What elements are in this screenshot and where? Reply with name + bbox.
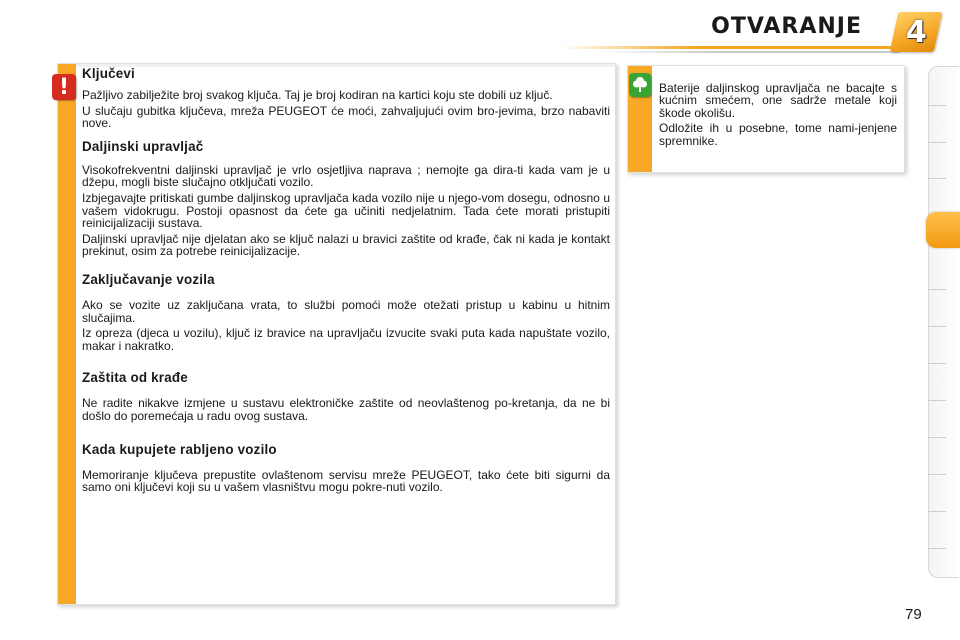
chapter-header: [560, 0, 960, 56]
paragraph: Daljinski upravljač nije djelatan ako se ključ nalazi u bravici zaštite od krađe, čak ni kada je kontakt prekinut, osim za potrebe reinicijalizacije.: [82, 231, 610, 259]
chapter-tab-divider: [928, 326, 946, 327]
chapter-tab-divider: [928, 511, 946, 512]
paragraph: Baterije daljinskog upravljača ne bacajte s kućnim smećem, one sadrže metale koji škode okolišu.: [659, 81, 897, 120]
paragraph: Pažljivo zabilježite broj svakog ključa. Taj je broj kodiran na kartici koju ste dobili uz ključ.: [82, 88, 553, 102]
exclamation-icon: !: [52, 74, 76, 100]
paragraph: Odložite ih u posebne, tome nami-jenjene spremnike.: [659, 121, 897, 148]
chapter-tab-divider: [928, 178, 946, 179]
main-box-accent-bar: [58, 64, 76, 604]
chapter-tab-divider: [928, 289, 946, 290]
section-zakljucavanje-vozila: [82, 272, 610, 352]
chapter-tab-active[interactable]: [926, 212, 960, 248]
chapter-tab-divider: [928, 437, 946, 438]
paragraph: Visokofrekventni daljinski upravljač je vrlo osjetljiva naprava ; nemojte ga dira-ti kada vam je u džepu, mogli biste slučajno otključati vozilo.: [82, 162, 610, 190]
section-daljinski-upravljac: [82, 139, 610, 258]
chapter-title: OTVARANJE: [711, 14, 862, 39]
environment-note-content: [659, 82, 897, 147]
paragraph: Izbjegavajte pritiskati gumbe daljinskog upravljača kada vozilo nije u njego-vom dosegu, odnosno u vašem vidokrugu. Postoji opasnost da ćete ga učiniti nedjelatnim. Tada ćete morati pristupiti reinicijalizaciji sustava.: [82, 190, 610, 231]
section-title: Zaključavanje vozila: [82, 271, 215, 287]
chapter-tab-divider: [928, 548, 946, 549]
page-number: 79: [905, 606, 922, 623]
main-content: [82, 66, 610, 494]
paragraph: Ako se vozite uz zaključana vrata, to službi pomoći može otežati pristup u kabinu u hitnim slučajima.: [82, 297, 610, 325]
chapter-tab-divider: [928, 474, 946, 475]
section-title: Ključevi: [82, 66, 135, 81]
chapter-tab-divider: [928, 105, 946, 106]
section-title: Daljinski upravljač: [82, 138, 204, 154]
chapter-tab-divider: [928, 142, 946, 143]
chapter-number: 4: [905, 14, 927, 50]
chapter-tab-divider: [928, 400, 946, 401]
paragraph: Memoriranje ključeva prepustite ovlaštenom servisu mreže PEUGEOT, tako ćete biti sigurni da samo oni ključevi koji su u vašem vlasništvu mogu pokre-nuti vozilo.: [82, 467, 610, 495]
header-accent-line: [560, 46, 900, 49]
section-title: Kada kupujete rabljeno vozilo: [82, 441, 277, 457]
paragraph: Iz opreza (djeca u vozilu), ključ iz bravice na upravljaču izvucite svaki puta kada napuštate vozilo, makar i nakratko.: [82, 326, 610, 353]
section-zastita-od-krade: [82, 370, 610, 422]
chapter-number-badge: [890, 12, 943, 52]
paragraph: U slučaju gubitka ključeva, mreža PEUGEOT će moći, zahvaljujući ovim bro-jevima, brzo nabaviti nove.: [82, 103, 610, 131]
section-kljucevi: [82, 66, 610, 130]
section-title: Zaštita od krađe: [82, 370, 188, 386]
chapter-tab-divider: [928, 363, 946, 364]
header-grey-line: [600, 51, 900, 53]
paragraph: Ne radite nikakve izmjene u sustavu elektroničke zaštite od neovlaštenog po-kretanja, da ne bi došlo do poremećaja u radu ovog sustava.: [82, 396, 610, 423]
tree-icon: [629, 73, 651, 97]
section-rabljeno-vozilo: [82, 442, 610, 494]
